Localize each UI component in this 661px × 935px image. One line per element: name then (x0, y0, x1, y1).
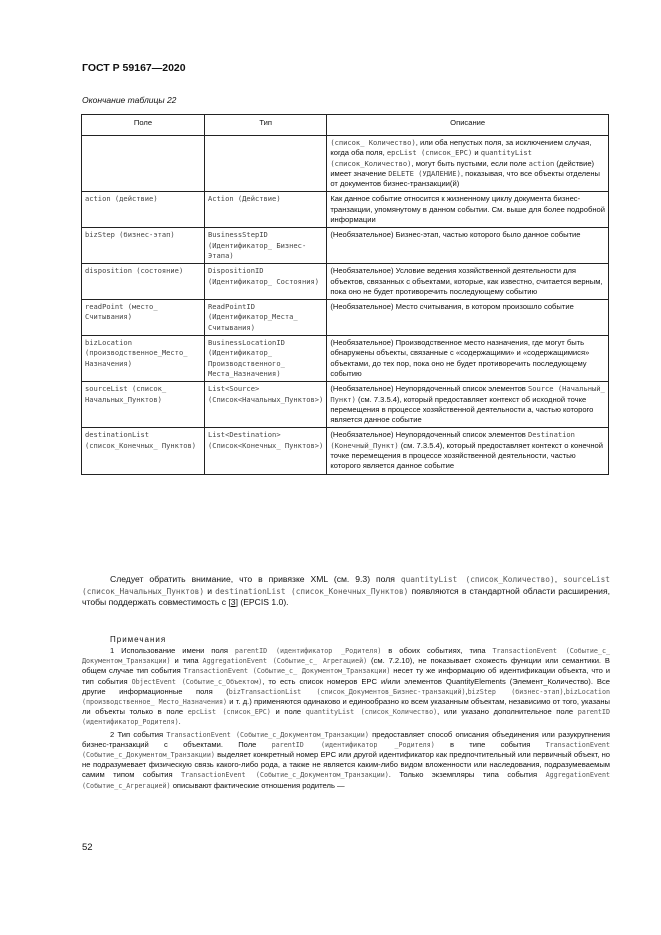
cell-type: Action (Действие) (205, 192, 327, 228)
cell-field: disposition (состояние) (82, 264, 205, 300)
table-row (82, 228, 609, 264)
cell-type: BusinessStepID (Идентификатор_ Бизнес-Этапа) (205, 228, 327, 264)
cell-description: (Необязательное) Бизнес-этап, частью которого было данное событие (327, 228, 609, 264)
table-row (82, 300, 609, 336)
cell-description: Как данное событие относится к жизненному циклу документа бизнес-транзакции, упомянутому в данном событии. См. выше для более подробной информации (327, 192, 609, 228)
paragraph-text: Следует обратить внимание, что в привязке XML (см. 9.3) поля quantityList (список_Количество), sourceList (список_Начальных_Пунктов) и destinationList (список_Конечных_Пунктов) появляются в стандартной области расширения, чтобы поддержать совместимость с [3] (EPCIS 1.0). (82, 574, 611, 608)
table-caption: Окончание таблицы 22 (82, 95, 177, 105)
cell-type: BusinessLocationID (Идентификатор_ Производственного_ Места_Назначения) (205, 336, 327, 382)
notes-title: Примечания (110, 635, 167, 644)
cell-field: bizLocation (производственное_Место_ Назначения) (82, 336, 205, 382)
page-number: 52 (82, 842, 93, 853)
cell-description: (Необязательное) Производственное место назначения, где могут быть обнаружены объекты, связанные с «содержащими» и «содержащимися» объектами, до тех пор, пока оно не будет противоречить последующему событию (327, 336, 609, 382)
cell-field: readPoint (место_ Считывания) (82, 300, 205, 336)
cell-type: List<Destination> (Список<Конечных_ Пунктов>) (205, 428, 327, 474)
cell-description: (Необязательное) Неупорядоченный список элементов Source (Начальный_ Пункт) (см. 7.3.5.4), который предоставляет контекст об исходной точке перемещения в процессе хозяйственной деятельности а, частью которого является данное событие (327, 382, 609, 428)
cell-type: List<Source> (Список<Начальных_Пунктов>) (205, 382, 327, 428)
table-row (82, 192, 609, 228)
cell-field: action (действие) (82, 192, 205, 228)
note-2: 2 Тип события TransactionEvent (Событие_с_Документом_Транзакции) предоставляет способ описания объединения или разукрупнения бизнес-транзакций с объектами. Поле parentID (идентификатор _Родителя) в типе события TransactionEvent (Событие_с_Документом_Транзакции) выделяет конкретный номер EPC или другой идентификатор как предпочтительный или первичный объект, но не подразумевает физическую связь какого-либо рода, а также не является каким-либо видом вложенности или наследования, подразумеваемым самим типом события TransactionEvent (Событие_с_Документом_Транзакции). Только экземпляры типа события AggregationEvent (Событие_с_Агрегацией) описывают фактические отношения родитель — (82, 729, 611, 790)
column-header-description: Описание (327, 115, 609, 136)
cell-field: sourceList (список_ Начальных_Пунктов) (82, 382, 205, 428)
fields-table (81, 114, 609, 475)
table-row (82, 136, 609, 192)
table-row (82, 382, 609, 428)
cell-description: (Необязательное) Место считывания, в котором произошло событие (327, 300, 609, 336)
cell-type (205, 136, 327, 192)
cell-description: (Необязательное) Неупорядоченный список элементов Destination (Конечный_Пункт) (см. 7.3.5.4), который предоставляет контекст о конечной точке перемещения в процессе хозяйственной деятельности, частью которого является данное событие (327, 428, 609, 474)
document-header: ГОСТ Р 59167—2020 (82, 62, 186, 74)
cell-field: destinationList (список_Конечных_ Пунктов) (82, 428, 205, 474)
cell-type: DispositionID (Идентификатор_ Состояния) (205, 264, 327, 300)
cell-field (82, 136, 205, 192)
table-row (82, 428, 609, 474)
column-header-type: Тип (205, 115, 327, 136)
cell-field: bizStep (бизнес-этап) (82, 228, 205, 264)
column-header-field: Поле (82, 115, 205, 136)
body-paragraph (82, 574, 610, 609)
cell-description: (список_ Количество), или оба непустых поля, за исключением случая, когда оба поля, epcList (список_EPC) и quantityList (список_Количество), могут быть пустыми, если поле action (действие) имеет значение DELETE (УДАЛЕНИЕ), показывая, что все объекты отделены от документов бизнес-транзакции(й) (327, 136, 609, 192)
table-row (82, 264, 609, 300)
cell-description: (Необязательное) Условие ведения хозяйственной деятельности для объектов, связанных с объектами, которые, как известно, считается верным, пока оно не будет противоречить последующему событию (327, 264, 609, 300)
cell-type: ReadPointID (Идентификатор_Места_ Считывания) (205, 300, 327, 336)
notes-block (82, 646, 610, 791)
note-1: 1 Использование имени поля parentID (идентификатор _Родителя) в обоих событиях, типа TransactionEvent (Событие_с_ Документом_Транзакции) и типа AggregationEvent (Событие_с_ Агрегацией) (см. 7.2.10), не показывает схожесть функции или семантики. В общем случае тип события TransactionEvent (Событие_с_ Документом_Транзакции) несет ту же информацию об идентификации объекта, что и тип события ObjectEvent (Событие_с_Объектом), то есть список номеров EPC и/или элементов QuantityElements (Элемент_Количество). Все другие информационные поля (bizTransactionList (список_Документов_Бизнес-транзакций),bizStep (бизнес-этап),bizLocation (производственное_ Место_Назначения) и т. д.) применяются одинаково и единообразно ко всем указанным объектам, независимо от того, указаны ли объекты только в поле epcList (список_EPC) и поле quantityList (список_Количество), или указано дополнительное поле parentID (идентификатор_Родителя). (82, 646, 611, 727)
table-row (82, 336, 609, 382)
table-header-row (82, 115, 609, 136)
